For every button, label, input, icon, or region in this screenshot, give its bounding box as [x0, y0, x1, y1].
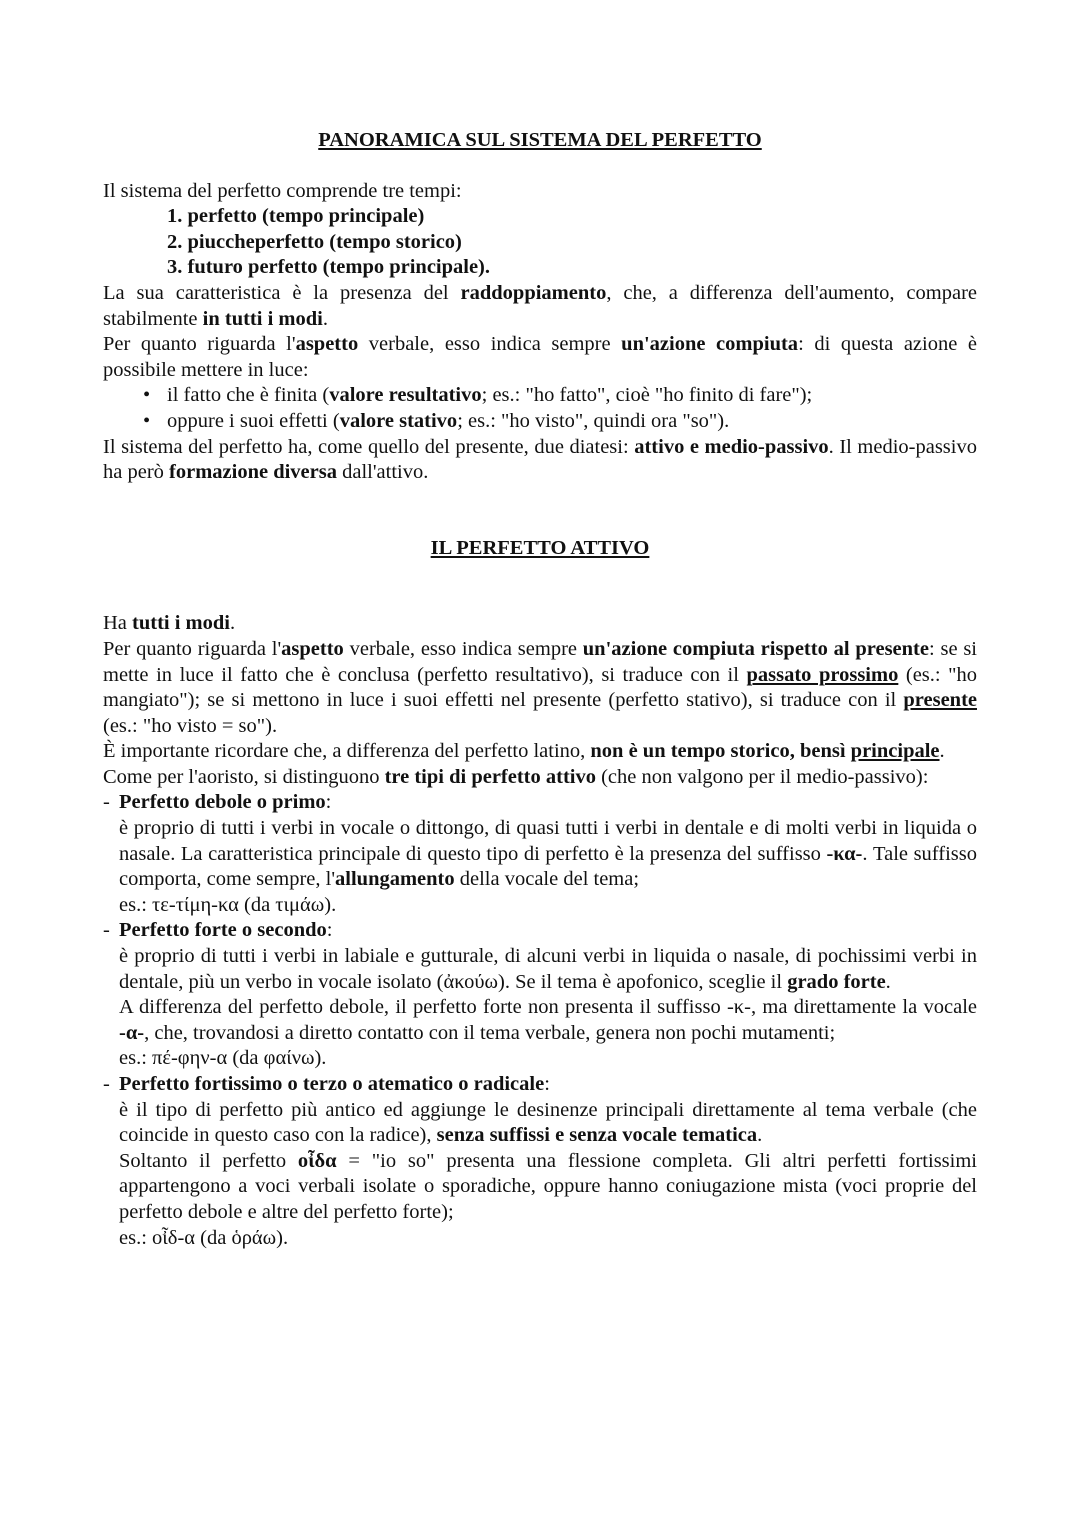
- text-run: : di questa azione è possibile mettere in luce:: [103, 333, 978, 381]
- dash-marker: -: [103, 1073, 110, 1095]
- text-run: è proprio di tutti i verbi in vocale o dittongo, di quasi tutti i verbi in dentale e di molti verbi in liquida o nasale. La caratteristica principale di questo tipo di perfetto è la presenza del suffisso: [119, 817, 977, 865]
- document-page: [103, 128, 977, 1251]
- text-run: verbale, esso indica sempre: [358, 333, 622, 356]
- bold-text: tutti i modi: [132, 612, 230, 635]
- text-run: . Il medio-passivo ha però: [103, 435, 977, 484]
- bold-text: Perfetto forte o secondo: [119, 919, 327, 942]
- text-run: verbale, esso indica sempre: [343, 637, 583, 660]
- text-run: Il sistema del perfetto comprende tre tempi:: [103, 179, 462, 202]
- text-run: .: [885, 970, 891, 993]
- bold-text: in tutti i modi: [202, 307, 323, 330]
- text-run: Il sistema del perfetto ha, come quello del presente, due diatesi:: [103, 435, 635, 458]
- bold-text: attivo e medio-passivo: [634, 435, 829, 458]
- text-run: è il tipo di perfetto più antico ed aggiunge le desinenze principali direttamente al tema verbale (che coincide in questo caso con la radice),: [119, 1098, 977, 1147]
- text-run: es.: πέ-φην-α (da φαίνω).: [119, 1047, 327, 1070]
- bold-text: formazione diversa: [169, 461, 337, 484]
- bullet-item: [103, 383, 977, 409]
- bold-text: passato prossimo: [746, 663, 899, 686]
- text-run: ; es.: "ho fatto", cioè "ho finito di fare");: [481, 384, 813, 407]
- bold-text: -κα-: [826, 842, 863, 865]
- text-run: . Tale suffisso comporta, come sempre, l': [119, 842, 977, 891]
- item-body: [103, 1046, 977, 1072]
- bold-text: un'azione compiuta rispetto al presente: [582, 637, 929, 660]
- bold-text: non è un tempo storico, bensì: [590, 740, 851, 763]
- numbered-item: [103, 230, 977, 256]
- text-run: : se si mette in luce il fatto che è conclusa (perfetto resultativo), si traduce con il: [103, 637, 978, 686]
- bold-text: valore resultativo: [329, 384, 482, 407]
- section-title: [103, 128, 977, 154]
- text-run: es.: οἶδ-α (da ὁράω).: [119, 1226, 289, 1249]
- text-run: Soltanto il perfetto: [119, 1149, 298, 1172]
- dash-marker: -: [103, 919, 110, 942]
- text-run: Ha: [103, 612, 133, 635]
- paragraph: [103, 739, 977, 765]
- paragraph: [103, 332, 977, 383]
- text-run: Per quanto riguarda l': [103, 637, 282, 660]
- text-run: , che, a differenza dell'aumento, compare stabilmente: [103, 281, 977, 330]
- numbered-item: [103, 255, 977, 281]
- bullet-icon: •: [143, 409, 151, 432]
- text-run: il fatto che è finita (: [167, 384, 330, 407]
- text-run: .: [757, 1124, 763, 1147]
- paragraph: [103, 179, 977, 205]
- text-run: es.: τε-τίμη-κα (da τιμάω).: [119, 893, 337, 916]
- bullet-icon: •: [143, 384, 151, 407]
- text-run: (es.: "ho mangiato"); se si mettono in luce i suoi effetti nel presente (perfetto stativo), si traduce con il: [103, 663, 978, 712]
- text-run: .: [322, 307, 328, 330]
- text-run: = "io so" presenta una flessione completa. Gli altri perfetti fortissimi appartengono a voci verbali isolate o sporadiche, oppure hanno coniugazione mista (voci proprie del perfetto debole e altre del perfetto forte);: [119, 1149, 977, 1223]
- text-run: IL PERFETTO ATTIVO: [430, 536, 650, 559]
- text-run: 2. piuccheperfetto (tempo storico): [167, 230, 462, 253]
- text-run: (es.: "ho visto = so").: [103, 714, 278, 737]
- bold-text: aspetto: [281, 637, 344, 660]
- text-run: ; es.: "ho visto", quindi ora "so").: [457, 409, 730, 432]
- spacer: [103, 486, 977, 536]
- bold-text: senza suffissi e senza vocale tematica: [436, 1124, 758, 1147]
- bullet-item: [103, 409, 977, 435]
- text-run: :: [326, 919, 333, 942]
- bold-text: principale: [850, 740, 940, 763]
- item-body: [103, 816, 977, 893]
- bold-text: raddoppiamento: [460, 281, 607, 304]
- bold-text: grado forte: [787, 970, 886, 993]
- item-body: [103, 1226, 977, 1252]
- text-run: dall'attivo.: [336, 461, 429, 484]
- bold-text: aspetto: [295, 333, 359, 356]
- text-run: Per quanto riguarda l': [103, 333, 296, 356]
- text-run: 3. futuro perfetto (tempo principale).: [167, 256, 491, 279]
- item-body: [103, 1098, 977, 1149]
- text-run: (che non valgono per il medio-passivo):: [595, 765, 929, 788]
- paragraph: [103, 281, 977, 332]
- text-run: Come per l'aoristo, si distinguono: [103, 765, 385, 788]
- spacer: [103, 154, 977, 179]
- paragraph: [103, 765, 977, 791]
- paragraph: [103, 637, 977, 739]
- dash-item: [103, 918, 977, 944]
- item-body: [103, 944, 977, 995]
- text-run: 1. perfetto (tempo principale): [167, 205, 425, 228]
- text-run: È importante ricordare che, a differenza del perfetto latino,: [103, 740, 591, 763]
- bold-text: valore stativo: [339, 409, 458, 432]
- dash-item: [103, 790, 977, 816]
- section-title: [103, 536, 977, 562]
- bold-text: Perfetto fortissimo o terzo o atematico o radicale: [119, 1073, 545, 1095]
- paragraph: [103, 435, 977, 486]
- text-run: PANORAMICA SUL SISTEMA DEL PERFETTO: [318, 129, 762, 151]
- text-run: è proprio di tutti i verbi in labiale e gutturale, di alcuni verbi in liquida o nasale, di pochissimi verbi in dentale, più un verbo in vocale isolato (ἀκούω). Se il tema è apofonico, sceglie il: [119, 945, 977, 993]
- text-run: La sua caratteristica è la presenza del: [103, 281, 461, 304]
- spacer: [103, 561, 977, 611]
- bold-text: un'azione compiuta: [621, 333, 799, 356]
- bold-text: allungamento: [335, 868, 455, 891]
- item-body: [103, 1149, 977, 1226]
- bold-text: οἶδα: [297, 1149, 337, 1172]
- dash-marker: -: [103, 791, 110, 814]
- bold-text: tre tipi di perfetto attivo: [384, 765, 596, 788]
- dash-item: [103, 1072, 977, 1098]
- item-body: [103, 893, 977, 919]
- text-run: :: [325, 791, 332, 814]
- numbered-item: [103, 204, 977, 230]
- bold-text: presente: [903, 689, 977, 712]
- text-run: .: [939, 740, 945, 763]
- text-run: :: [544, 1073, 550, 1095]
- text-run: A differenza del perfetto debole, il perfetto forte non presenta il suffisso -κ-, ma direttamente la vocale: [119, 996, 977, 1019]
- text-run: .: [229, 612, 236, 635]
- text-run: , che, trovandosi a diretto contatto con il tema verbale, genera non pochi mutamenti;: [144, 1021, 836, 1044]
- item-body: [103, 995, 977, 1046]
- bold-text: -α-: [119, 1021, 145, 1044]
- text-run: della vocale del tema;: [454, 868, 640, 891]
- paragraph: [103, 611, 977, 637]
- bold-text: Perfetto debole o primo: [119, 791, 326, 814]
- text-run: oppure i suoi effetti (: [167, 409, 340, 432]
